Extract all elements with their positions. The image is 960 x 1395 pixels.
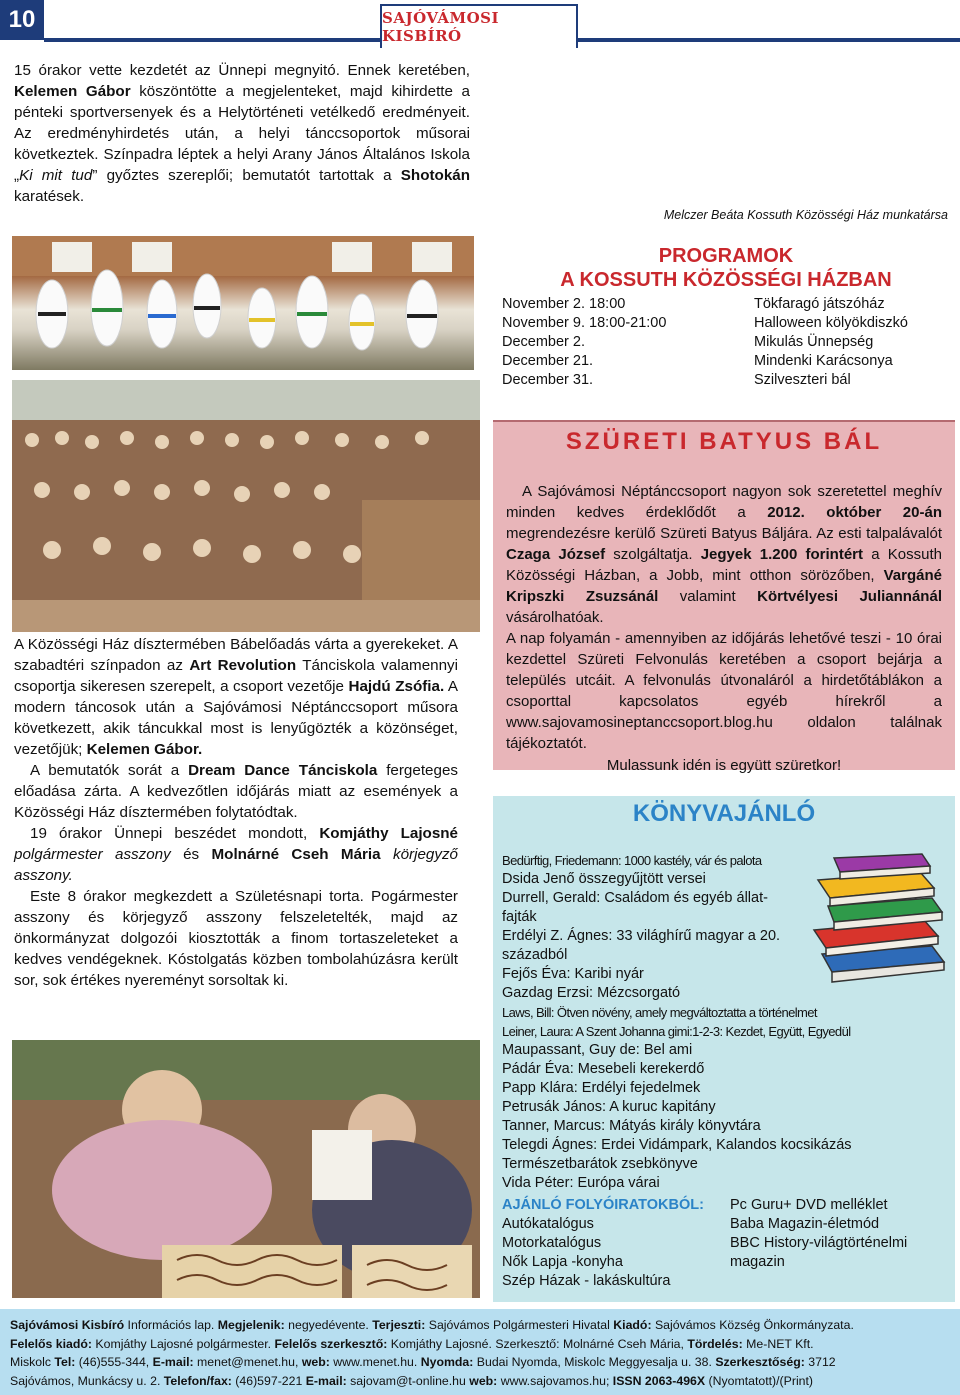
program-event: Tökfaragó játszóház bbox=[754, 296, 885, 312]
program-row bbox=[502, 372, 942, 391]
text-run: Információs lap. bbox=[124, 1318, 218, 1332]
emphasis-text: Nyomda: bbox=[420, 1355, 474, 1369]
book-item: fajták bbox=[502, 909, 537, 925]
audience-photo-illustration bbox=[12, 380, 480, 632]
magazine-item: magazin bbox=[730, 1254, 785, 1270]
emphasis-text: web: bbox=[469, 1373, 498, 1388]
report-paragraph bbox=[14, 886, 458, 991]
text-run: A Sajóvámosi Néptánccsoport nagyon sok szeretettel meghív minden kedves érdeklődőt a bbox=[506, 483, 942, 521]
emphasis-text: Jegyek 1.200 forintért bbox=[700, 546, 864, 563]
text-run: 19 órakor Ünnepi beszédet mondott, bbox=[30, 825, 320, 842]
program-date: December 2. bbox=[502, 334, 586, 350]
program-date: December 31. bbox=[502, 372, 594, 388]
text-run: vásárolhatóak. bbox=[506, 609, 604, 626]
intro-paragraph bbox=[14, 60, 470, 207]
book-item: Tanner, Marcus: Mátyás király könyvtára bbox=[502, 1118, 761, 1134]
text-run: A Közösségi Ház dísztermében Bábelőadás várta a gyerekeket. A szabadtéri színpadon az bbox=[14, 636, 458, 674]
text-run: Sajóvámos, Munkácsy u. 2. bbox=[10, 1373, 164, 1388]
text-run: és bbox=[170, 846, 212, 863]
text-run: valamint bbox=[658, 588, 758, 605]
magazine-item: Baba Magazin-életmód bbox=[730, 1216, 880, 1232]
book-item: Durrell, Gerald: Családom és egyéb állat- bbox=[502, 890, 768, 906]
book-item: Leiner, Laura: A Szent Johanna gimi:1-2-3: Kezdet, Együtt, Egyedül bbox=[502, 1024, 851, 1039]
harvest-ball-closing: Mulassunk idén is együtt szüretkor! bbox=[606, 757, 842, 774]
programs-title bbox=[494, 244, 958, 292]
emphasis-text: Kiadó: bbox=[613, 1318, 652, 1332]
text-run: negyedévente. bbox=[284, 1318, 373, 1332]
report-paragraph bbox=[14, 823, 458, 886]
text-run: (46)555-344, bbox=[75, 1355, 153, 1369]
text-run: A modern táncosok után a Sajóvámosi Néptánccsoport műsora következett, akik táncukkal most is lenyűgözték a közönséget, vezetőjük; bbox=[14, 678, 458, 758]
imprint-line bbox=[10, 1372, 954, 1391]
program-date: December 21. bbox=[502, 353, 594, 369]
text-run: Budai Nyomda, Miskolc Meggyesalja u. 38. bbox=[473, 1355, 716, 1369]
program-row bbox=[502, 296, 942, 315]
harvest-ball-paragraph bbox=[506, 481, 942, 628]
book-item: Bedürftig, Friedemann: 1000 kastély, vár és palota bbox=[502, 853, 762, 868]
text-run: www.menet.hu. bbox=[329, 1355, 421, 1369]
magazine-item: Autókatalógus bbox=[502, 1216, 594, 1232]
masthead-title: SAJÓVÁMOSI KISBÍRÓ bbox=[382, 9, 500, 45]
emphasis-text: Sajóvámosi Kisbíró bbox=[10, 1318, 125, 1332]
program-event: Szilveszteri bál bbox=[754, 372, 851, 388]
emphasis-text: Felelős szerkesztő: bbox=[274, 1336, 388, 1351]
emphasis-text: Tördelés: bbox=[687, 1336, 743, 1351]
book-stack-icon bbox=[804, 850, 954, 992]
text-run: Komjáthy Lajosné. Szerkesztő: Molnárné Cseh Mária, bbox=[387, 1336, 688, 1351]
text-run: Sajóvámos Község Önkormányzata. bbox=[651, 1318, 854, 1332]
text-run: www.sajovamos.hu; bbox=[497, 1373, 613, 1388]
magazine-item: Szép Házak - lakáskultúra bbox=[502, 1273, 671, 1289]
emphasis-text: 2012. október 20-án bbox=[767, 504, 942, 521]
text-run: (Nyomtatott)/(Print) bbox=[705, 1373, 814, 1388]
book-item: Maupassant, Guy de: Bel ami bbox=[502, 1042, 693, 1058]
emphasis-text: Kelemen Gábor. bbox=[86, 741, 203, 758]
emphasis-text: E-mail: bbox=[152, 1355, 194, 1369]
text-run: megrendezésre kerülő Szüreti Batyus Báljára. Az esti talpalávalót bbox=[506, 525, 942, 542]
imprint-line bbox=[10, 1335, 954, 1354]
program-row bbox=[502, 315, 942, 334]
emphasis-text: Kelemen Gábor bbox=[14, 83, 131, 100]
event-report bbox=[14, 634, 458, 991]
emphasis-text: E-mail: bbox=[305, 1373, 347, 1388]
book-item: Gazdag Erzsi: Mézcsorgató bbox=[502, 985, 681, 1001]
magazines-label: AJÁNLÓ FOLYÓIRATOKBÓL: bbox=[502, 1197, 704, 1213]
emphasis-text: Komjáthy Lajosné bbox=[319, 825, 458, 842]
text-run: Tánciskola valamennyi csoportja sikeresen szerepelt, a csoport vezetője bbox=[14, 657, 458, 695]
emphasis-text: Terjeszti: bbox=[372, 1318, 426, 1332]
emphasis-text: Hajdú Zsófia. bbox=[348, 678, 445, 695]
masthead-logo bbox=[380, 4, 578, 48]
book-item: Laws, Bill: Ötven növény, amely megváltoztatta a történelmet bbox=[502, 1005, 817, 1020]
text-run: 3712 bbox=[804, 1355, 836, 1369]
text-run: szolgáltatja. bbox=[605, 546, 701, 563]
book-item: Természetbarátok zsebkönyve bbox=[502, 1156, 698, 1172]
author-signature: Melczer Beáta Kossuth Közösségi Ház munkatársa bbox=[663, 208, 948, 222]
text-run: a Kossuth Közösségi Házban, a Jobb, mint otthon sörözőben, bbox=[506, 546, 942, 584]
magazine-item: Nők Lapja -konyha bbox=[502, 1254, 623, 1270]
text-run: 15 órakor vette kezdetét az Ünnepi megnyitó. Ennek keretében, bbox=[14, 62, 470, 79]
harvest-ball-paragraph bbox=[506, 628, 942, 754]
emphasis-text: Telefon/fax: bbox=[163, 1373, 232, 1388]
karate-photo-illustration bbox=[12, 236, 474, 370]
text-run: Miskolc bbox=[10, 1355, 55, 1369]
book-item: Telegdi Ágnes: Erdei Vidámpark, Kalandos kocsikázás bbox=[502, 1137, 852, 1153]
magazine-item: Motorkatalógus bbox=[502, 1235, 602, 1251]
book-item: Petrusák János: A kuruc kapitány bbox=[502, 1099, 716, 1115]
book-item: Fejős Éva: Karibi nyár bbox=[502, 966, 644, 982]
report-paragraph bbox=[14, 760, 458, 823]
emphasis-text: Megjelenik: bbox=[217, 1318, 285, 1332]
programs-title-line: A KOSSUTH KÖZÖSSÉGI HÁZBAN bbox=[560, 269, 892, 291]
program-event: Mindenki Karácsonya bbox=[754, 353, 893, 369]
text-run: karatések. bbox=[14, 188, 85, 205]
italic-text: körjegyző asszony. bbox=[14, 846, 458, 884]
emphasis-text: ISSN 2063-496X bbox=[612, 1373, 706, 1388]
book-item: Vida Péter: Európa várai bbox=[502, 1175, 660, 1191]
text-run: köszöntötte a megjelenteket, majd kihirdette a pénteki sportversenyek és a Helytörténeti vetélkedő eredményeit. Az eredményhirdetés után, a helyi tánccsoportok műsorai következtek. Színpadra léptek a helyi Arany János Általános Iskola „ bbox=[14, 83, 470, 184]
text-run: (46)597-221 bbox=[231, 1373, 306, 1388]
book-item: századból bbox=[502, 947, 568, 963]
book-item: Pádár Éva: Mesebeli kerekerdő bbox=[502, 1061, 705, 1077]
imprint-text bbox=[10, 1316, 954, 1390]
italic-text: Ki mit tud bbox=[19, 167, 93, 184]
emphasis-text: Czaga József bbox=[506, 546, 606, 563]
text-run: sajovam@t-online.hu bbox=[346, 1373, 470, 1388]
emphasis-text: Körtvélyesi Juliannánál bbox=[757, 588, 942, 605]
emphasis-text: web: bbox=[301, 1355, 330, 1369]
emphasis-text: Vargáné Kripszki Zsuzsánál bbox=[506, 567, 942, 605]
book-item: Papp Klára: Erdélyi fejedelmek bbox=[502, 1080, 701, 1096]
text-run: fergeteges előadása zárta. A kedvezőtlen időjárás miatt az események a Közösségi Ház dísztermében folytatódtak. bbox=[14, 762, 458, 821]
text-run: Este 8 órakor megkezdett a Születésnapi torta. Pogármester asszony és körjegyző asszony felszeletelték, majd az önkormányzat dolgozói kiosztották a finom tortaszeleteket a kedves vendégeknek. Kóstolgatás közben tombolahúzásra került sor, sok értékes nyereményt sorsoltak ki. bbox=[14, 888, 458, 989]
text-run: ” győztes szereplői; bemutatót tartottak a bbox=[92, 167, 401, 184]
magazine-item: Pc Guru+ DVD melléklet bbox=[730, 1197, 888, 1213]
emphasis-text: Felelős kiadó: bbox=[10, 1336, 93, 1351]
cake-photo-illustration bbox=[12, 1040, 480, 1298]
programs-title-line: PROGRAMOK bbox=[658, 245, 794, 267]
imprint-line bbox=[10, 1316, 954, 1335]
harvest-ball-title: SZÜRETI BATYUS BÁL bbox=[565, 428, 883, 455]
book-item: Dsida Jenő összegyűjtött versei bbox=[502, 871, 706, 887]
program-event: Mikulás Ünnepség bbox=[754, 334, 874, 350]
text-run: A bemutatók sorát a bbox=[30, 762, 189, 779]
text-run: Sajóvámos Polgármesteri Hivatal bbox=[425, 1318, 614, 1332]
emphasis-text: Molnárné Cseh Mária bbox=[211, 846, 381, 863]
emphasis-text: Art Revolution bbox=[189, 657, 297, 674]
book-recommendations-title: KÖNYVAJÁNLÓ bbox=[632, 800, 816, 827]
emphasis-text: Shotokán bbox=[400, 167, 470, 184]
text-run: menet@menet.hu, bbox=[193, 1355, 302, 1369]
text-run: Komjáthy Lajosné polgármester. bbox=[92, 1336, 275, 1351]
magazine-item: BBC History-világtörténelmi bbox=[730, 1235, 908, 1251]
emphasis-text: Tel: bbox=[54, 1355, 76, 1369]
page-number: 10 bbox=[0, 0, 44, 40]
birthday-cake-photo bbox=[12, 1040, 480, 1298]
program-row bbox=[502, 353, 942, 372]
program-event: Halloween kölyökdiszkó bbox=[754, 315, 908, 331]
harvest-ball-text bbox=[506, 481, 942, 754]
emphasis-text: Dream Dance Tánciskola bbox=[188, 762, 378, 779]
audience-photo bbox=[12, 380, 480, 632]
imprint-line bbox=[10, 1353, 954, 1372]
italic-text: polgármester asszony bbox=[14, 846, 171, 863]
book-item: Erdélyi Z. Ágnes: 33 világhírű magyar a 20. bbox=[502, 928, 781, 944]
karate-photo bbox=[12, 236, 474, 370]
emphasis-text: Szerkesztőség: bbox=[715, 1355, 805, 1369]
program-row bbox=[502, 334, 942, 353]
report-paragraph bbox=[14, 634, 458, 760]
program-date: November 2. 18:00 bbox=[502, 296, 626, 312]
text-run: Me-NET Kft. bbox=[742, 1336, 814, 1351]
text-run: A nap folyamán - amennyiben az időjárás lehetővé teszi - 10 órai kezdettel Szüreti Felvonulás keretében a csoport bejárja a település utcáit. A felvonulás útvonaláról a hirdetőtáblákon a csoporttal kapcsolatos egyéb hírekről a www.sajovamosineptanccsoport.blog.hu oldalon találnak tájékoztatót. bbox=[506, 630, 942, 752]
program-date: November 9. 18:00-21:00 bbox=[502, 315, 667, 331]
